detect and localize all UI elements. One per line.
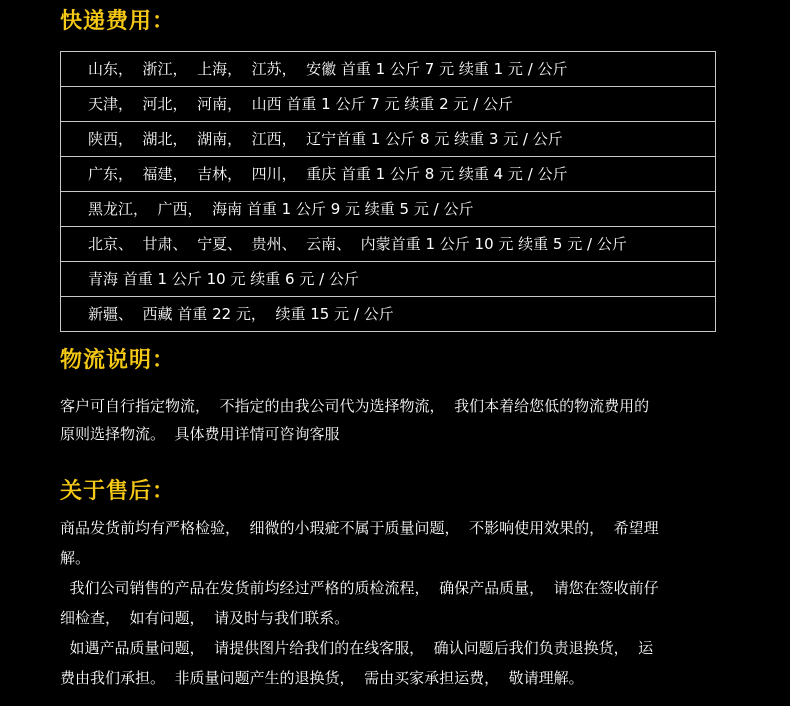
paragraph-line: 商品发货前均有严格检验， 细微的小瑕疵不属于质量问题， 不影响使用效果的， 希望理	[60, 519, 659, 537]
shipping-rate-table	[60, 51, 716, 332]
after-sales-title: 关于售后：	[60, 479, 176, 504]
after-sales-paragraph	[60, 513, 659, 693]
paragraph-line: 如遇产品质量问题， 请提供图片给我们的在线客服， 确认问题后我们负责退换货， 运	[60, 639, 654, 657]
shipping-rate-cell: 天津， 河北， 河南， 山西 首重 1 公斤 7 元 续重 2 元 / 公斤	[61, 87, 716, 122]
shipping-rate-cell: 陕西， 湖北， 湖南， 江西， 辽宁首重 1 公斤 8 元 续重 3 元 / 公斤	[61, 122, 716, 157]
shipping-fee-title: 快递费用：	[60, 9, 176, 34]
table-row	[61, 192, 716, 227]
table-row	[61, 262, 716, 297]
table-row	[61, 157, 716, 192]
table-row	[61, 227, 716, 262]
table-row	[61, 297, 716, 332]
shipping-rate-cell: 青海 首重 1 公斤 10 元 续重 6 元 / 公斤	[61, 262, 716, 297]
shipping-rate-cell: 新疆、 西藏 首重 22 元， 续重 15 元 / 公斤	[61, 297, 716, 332]
shipping-rate-cell: 广东， 福建， 吉林， 四川， 重庆 首重 1 公斤 8 元 续重 4 元 / 公斤	[61, 157, 716, 192]
table-row	[61, 52, 716, 87]
paragraph-line: 费由我们承担。 非质量问题产生的退换货， 需由买家承担运费， 敬请理解。	[60, 669, 584, 687]
paragraph-line: 解。	[60, 549, 91, 567]
shipping-rate-rows	[61, 52, 716, 332]
paragraph-line: 细检查， 如有问题， 请及时与我们联系。	[60, 609, 350, 627]
table-row	[61, 122, 716, 157]
table-row	[61, 87, 716, 122]
shipping-rate-cell: 山东， 浙江， 上海， 江苏， 安徽 首重 1 公斤 7 元 续重 1 元 / 公斤	[61, 52, 716, 87]
shipping-rate-cell: 北京、 甘肃、 宁夏、 贵州、 云南、 内蒙首重 1 公斤 10 元 续重 5 元 / 公斤	[61, 227, 716, 262]
paragraph-line: 我们公司销售的产品在发货前均经过严格的质检流程， 确保产品质量， 请您在签收前仔	[60, 579, 659, 597]
paragraph-line: 客户可自行指定物流， 不指定的由我公司代为选择物流， 我们本着给您低的物流费用的	[60, 397, 650, 415]
shipping-rate-cell: 黑龙江， 广西， 海南 首重 1 公斤 9 元 续重 5 元 / 公斤	[61, 192, 716, 227]
paragraph-line: 原则选择物流。 具体费用详情可咨询客服	[60, 425, 340, 443]
logistics-info-title: 物流说明：	[60, 348, 176, 373]
logistics-info-paragraph	[60, 392, 649, 448]
